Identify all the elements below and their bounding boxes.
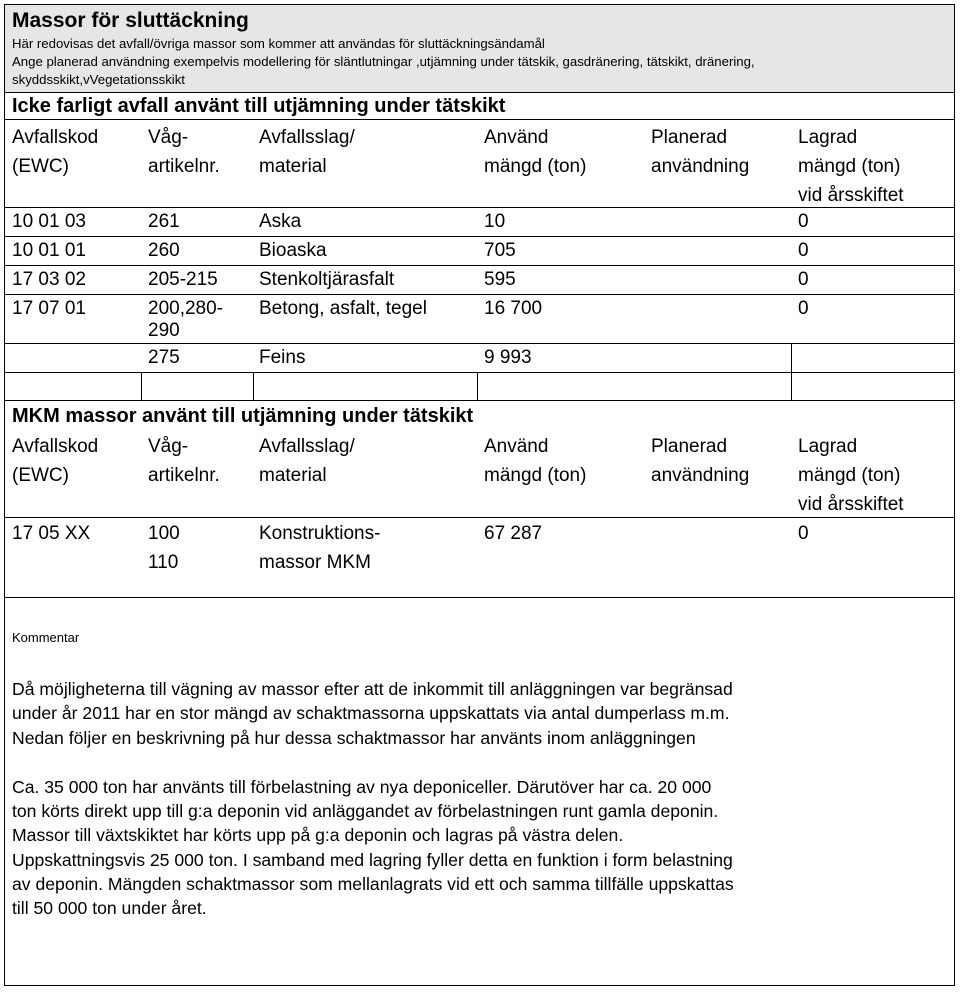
comment-label: Kommentar (12, 630, 80, 645)
table-2-bottom-rule (5, 597, 954, 598)
col-header-scale-article: Våg- artikelnr. (148, 436, 220, 486)
cell-waste-code: 17 03 02 (12, 269, 86, 290)
cell-used-amount: 16 700 (484, 298, 543, 319)
form-description-line-2: Ange planerad användning exempelvis modellering för släntlutningar ,utjämning under tätskik, gasdränering, tätskikt, dränering, (12, 54, 755, 69)
cell-waste-code: 10 01 03 (12, 211, 86, 232)
comment-line: till 50 000 ton under året. (12, 898, 207, 918)
form-header (5, 5, 954, 93)
comment-line: ton körts direkt upp till g:a deponin vid anläggandet av förbelastningen runt gamla deponin. (12, 801, 719, 821)
table-1-col-rule (477, 372, 478, 400)
comment-line: Ca. 35 000 ton har använts till förbelastning av nya deponiceller. Därutöver har ca. 20 000 (12, 777, 712, 797)
col-header-planned-use: Planerad användning (651, 127, 750, 177)
form-title: Massor för sluttäckning (12, 9, 249, 32)
cell-waste-type: Stenkoltjärasfalt (259, 269, 395, 290)
cell-stored-amount: 0 (798, 240, 809, 261)
form-description-line-1: Här redovisas det avfall/övriga massor som kommer att användas för sluttäckningsändamål (12, 36, 545, 51)
table-1-col-rule (253, 372, 254, 400)
table-1-col-rule (791, 343, 792, 400)
cell-scale-article: 200,280- 290 (148, 298, 224, 341)
form-description-line-3: skyddsskikt,vVegetationsskikt (12, 72, 185, 87)
comment-line: Uppskattningsvis 25 000 ton. I samband med lagring fyller detta en funktion i form belastning (12, 850, 733, 870)
cell-stored-amount: 0 (798, 269, 809, 290)
comment-line: av deponin. Mängden schaktmassor som mellanlagrats vid ett och samma tillfälle uppskattas (12, 874, 734, 894)
section-1-heading: Icke farligt avfall använt till utjämning under tätskikt (12, 95, 506, 117)
cell-used-amount: 67 287 (484, 523, 543, 544)
cell-stored-amount: 0 (798, 523, 809, 544)
col-header-waste-type: Avfallsslag/ material (259, 436, 355, 486)
cell-waste-type: Bioaska (259, 240, 327, 261)
cell-waste-code: 17 05 XX (12, 523, 91, 544)
comment-line: Nedan följer en beskrivning på hur dessa schaktmassor har använts inom anläggningen (12, 728, 696, 748)
section-1-top-rule (5, 119, 954, 120)
cell-scale-article: 275 (148, 347, 180, 368)
cell-waste-code: 10 01 01 (12, 240, 86, 261)
cell-used-amount: 10 (484, 211, 506, 232)
cell-used-amount: 9 993 (484, 347, 532, 368)
col-header-stored-amount: Lagrad mängd (ton) vid årsskiftet (798, 436, 904, 515)
col-header-scale-article: Våg- artikelnr. (148, 127, 220, 177)
col-header-waste-type: Avfallsslag/ material (259, 127, 355, 177)
cell-waste-type: Feins (259, 347, 306, 368)
report-form (4, 4, 955, 986)
col-header-stored-amount: Lagrad mängd (ton) vid årsskiftet (798, 127, 904, 206)
section-2-heading: MKM massor använt till utjämning under tätskikt (12, 405, 474, 427)
col-header-used-amount: Använd mängd (ton) (484, 436, 587, 486)
cell-waste-type: Betong, asfalt, tegel (259, 298, 427, 319)
col-header-planned-use: Planerad användning (651, 436, 750, 486)
cell-waste-code: 17 07 01 (12, 298, 86, 319)
cell-scale-article: 205-215 (148, 269, 218, 290)
cell-waste-type: Aska (259, 211, 302, 232)
table-1-bottom-rule (5, 400, 954, 401)
col-header-waste-code: Avfallskod (EWC) (12, 436, 99, 486)
col-header-used-amount: Använd mängd (ton) (484, 127, 587, 177)
table-1-row-rule (5, 372, 954, 373)
cell-used-amount: 595 (484, 269, 516, 290)
cell-stored-amount: 0 (798, 298, 809, 319)
comment-line: Då möjligheterna till vägning av massor efter att de inkommit till anläggningen var begränsad (12, 679, 733, 699)
cell-used-amount: 705 (484, 240, 516, 261)
comment-line: Massor till växtskiktet har körts upp på g:a deponin och lagras på västra delen. (12, 825, 624, 845)
cell-scale-article: 261 (148, 211, 180, 232)
cell-scale-article: 100 110 (148, 523, 180, 573)
table-2-header-rule (5, 517, 954, 518)
cell-waste-type: Konstruktions- massor MKM (259, 523, 381, 573)
cell-stored-amount: 0 (798, 211, 809, 232)
col-header-waste-code: Avfallskod (EWC) (12, 127, 99, 177)
table-1-col-rule (141, 372, 142, 400)
cell-scale-article: 260 (148, 240, 180, 261)
comment-line: under år 2011 har en stor mängd av schaktmassorna uppskattats via antal dumperlass m.m. (12, 703, 730, 723)
